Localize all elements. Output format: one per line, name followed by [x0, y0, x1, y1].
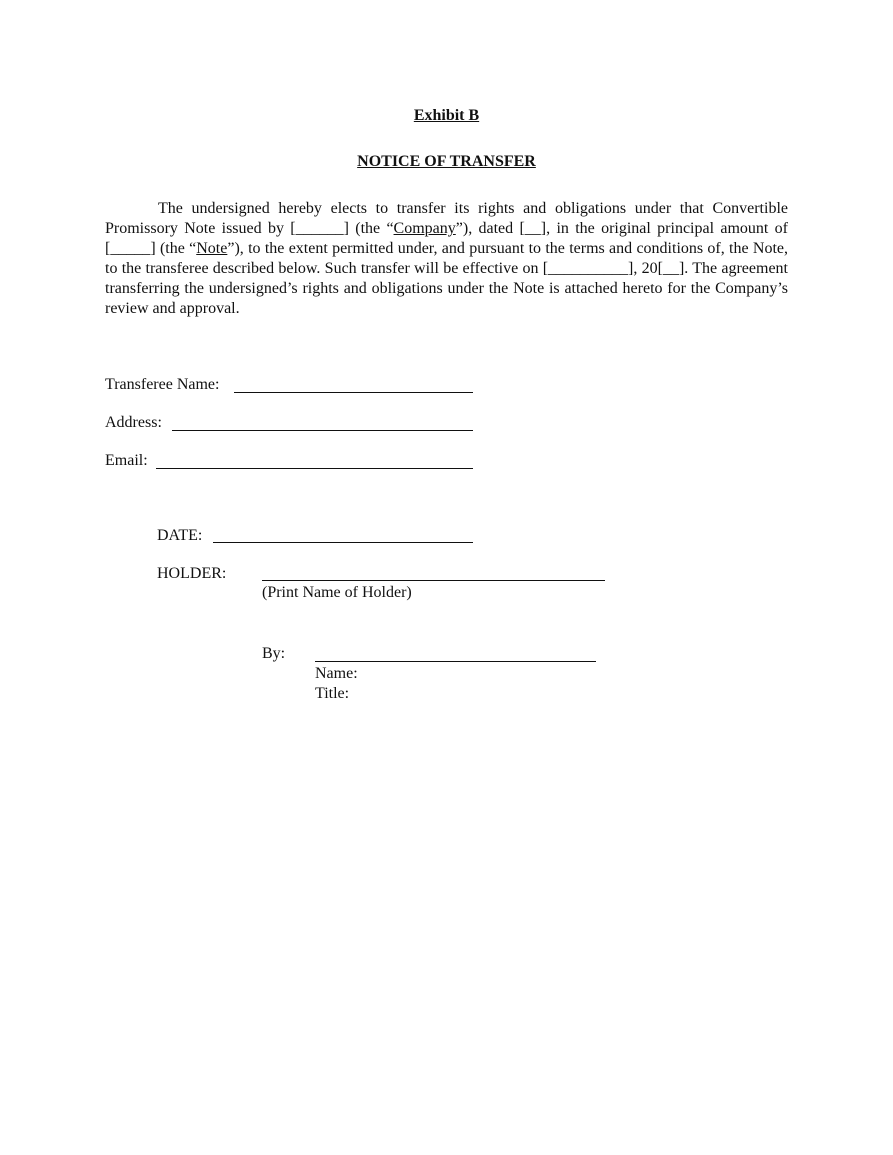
name-label: Name:	[315, 665, 358, 682]
by-label: By:	[262, 645, 286, 662]
email-row	[105, 450, 475, 472]
note-defined-term: Note	[196, 240, 228, 257]
address-row	[105, 412, 475, 434]
holder-label: HOLDER:	[157, 565, 227, 582]
address-label: Address:	[105, 414, 162, 431]
transferee-name-line[interactable]	[234, 392, 473, 393]
date-line[interactable]	[213, 542, 473, 543]
document-title: NOTICE OF TRANSFER	[357, 153, 536, 170]
paragraph-part-2: ”), dated [__], in the original principal amount of [_____] (the “	[105, 220, 788, 257]
email-label: Email:	[105, 452, 148, 469]
company-defined-term: Company	[393, 220, 456, 237]
exhibit-label: Exhibit B	[413, 107, 480, 124]
holder-name-line[interactable]	[262, 580, 605, 581]
transferee-name-row	[105, 374, 475, 396]
email-line[interactable]	[156, 468, 473, 469]
title-label: Title:	[315, 685, 350, 702]
date-label: DATE:	[157, 527, 203, 544]
paragraph-part-3: ”), to the extent permitted under, and pursuant to the terms and conditions of, the Note, to the transferee described below. Such transfer will be effective on [__________], 20[__]. The agreement transferring the undersigned’s rights and obligations under the Note is attached hereto for the Company’s review and approval.	[105, 240, 788, 317]
print-name-caption: (Print Name of Holder)	[262, 584, 412, 601]
signature-line[interactable]	[315, 661, 596, 662]
address-line[interactable]	[172, 430, 473, 431]
paragraph-part-1: The undersigned hereby elects to transfer its rights and obligations under that Convertible Promissory Note issued by [______] (the “	[105, 200, 788, 237]
transferee-name-label: Transferee Name:	[105, 376, 220, 393]
body-paragraph	[105, 199, 788, 319]
